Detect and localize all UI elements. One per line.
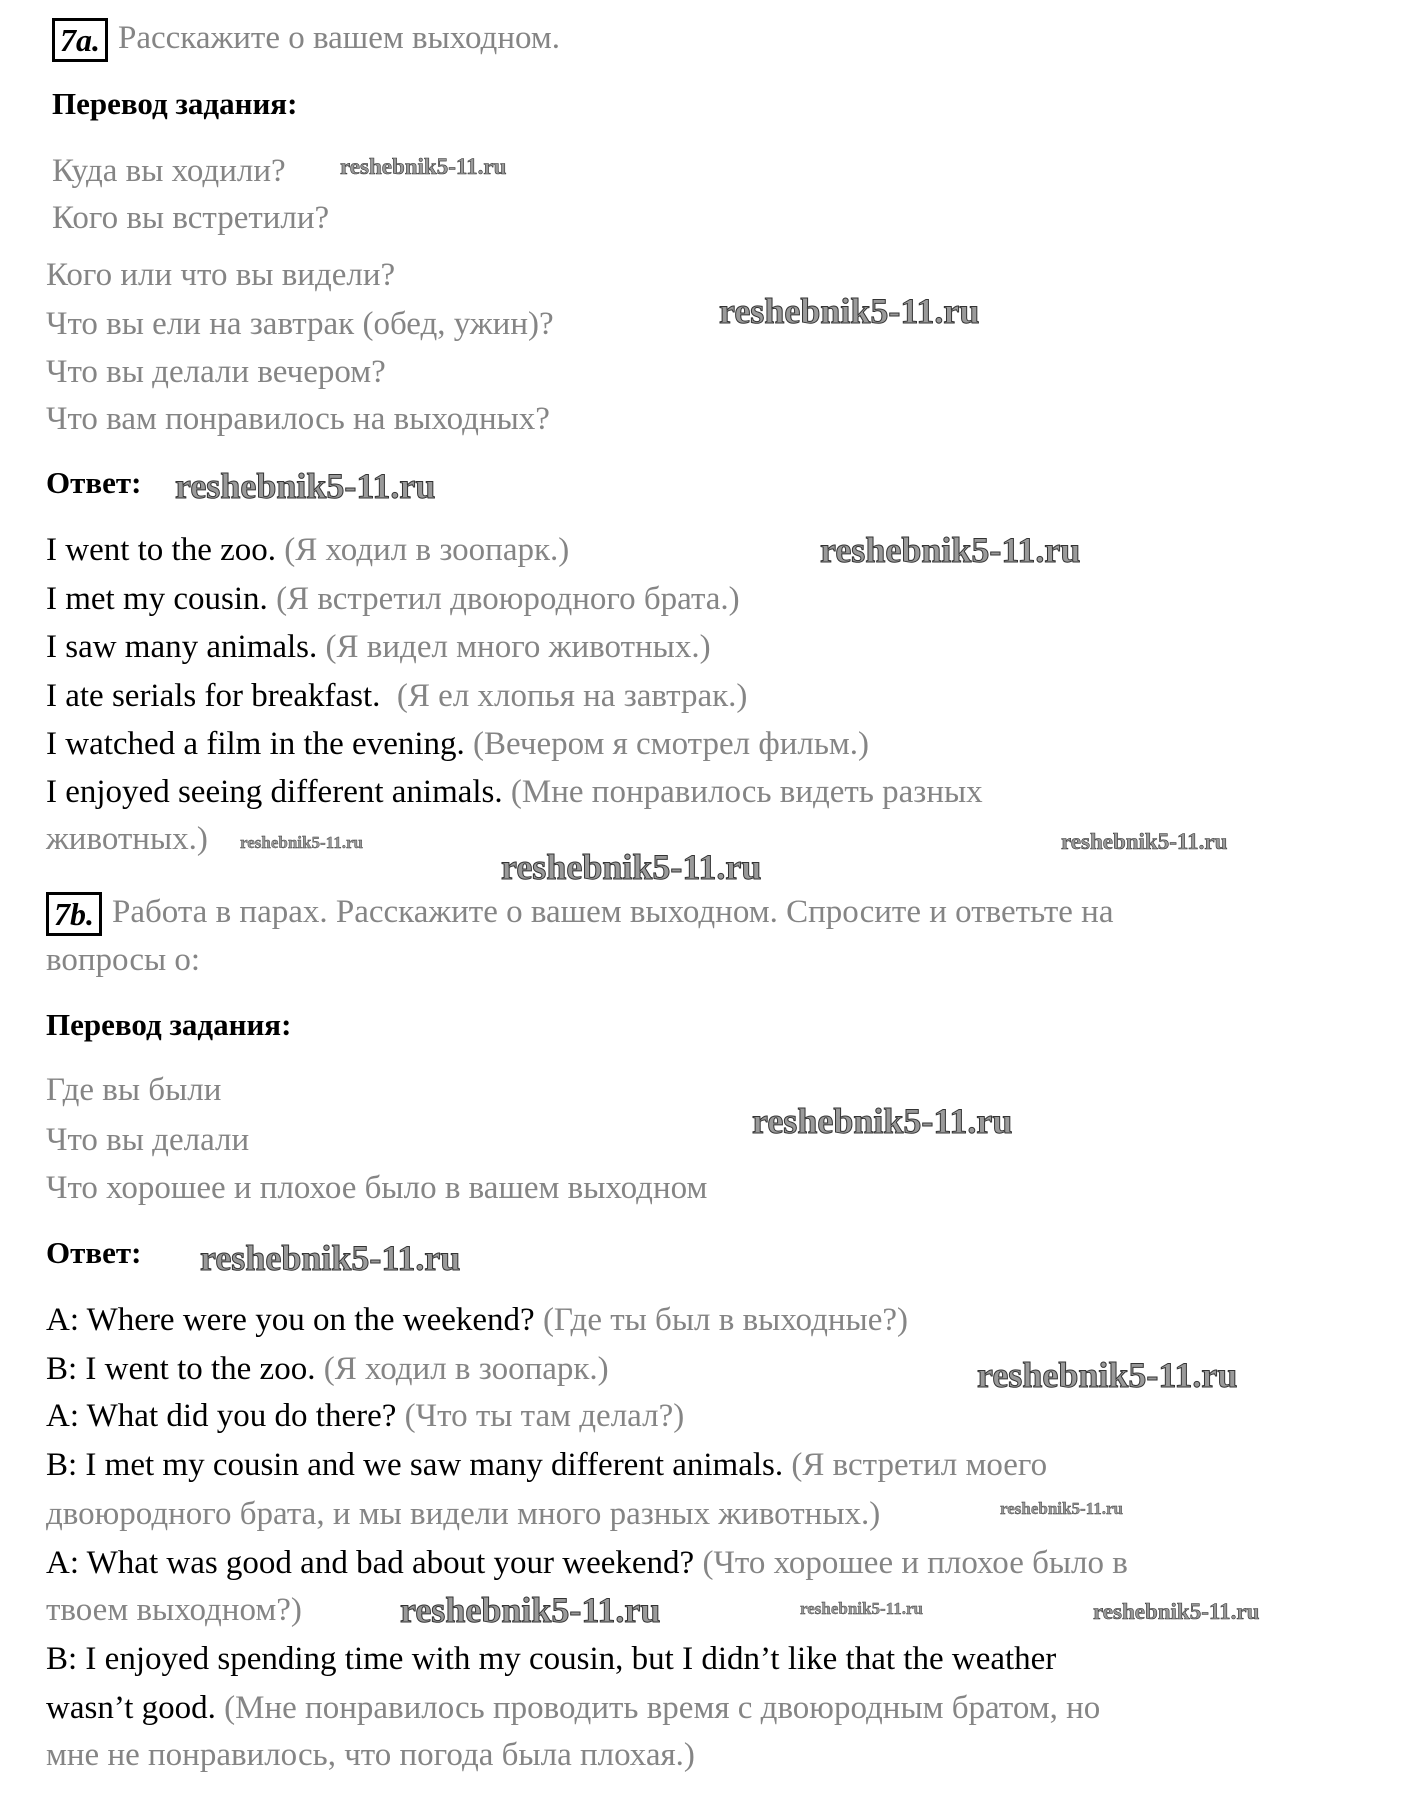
watermark: reshebnik5-11.ru bbox=[400, 1590, 661, 1630]
answer-english: I ate serials for breakfast. bbox=[46, 678, 381, 714]
watermark: reshebnik5-11.ru bbox=[340, 154, 507, 179]
dialogue-russian-cont: двоюродного брата, и мы видели много разных животных.) bbox=[46, 1496, 881, 1532]
dialogue-english: B: I enjoyed spending time with my cousin, but I didn’t like that the weather bbox=[46, 1641, 1057, 1677]
answer-english: I went to the zoo. bbox=[46, 532, 277, 568]
dialogue-russian-cont: мне не понравилось, что погода была плохая.) bbox=[46, 1737, 695, 1773]
watermark: reshebnik5-11.ru bbox=[800, 1599, 923, 1618]
dialogue-russian: (Я ходил в зоопарк.) bbox=[323, 1351, 609, 1387]
question: Что вы ели на завтрак (обед, ужин)? bbox=[46, 306, 554, 342]
watermark: reshebnik5-11.ru bbox=[1093, 1599, 1260, 1624]
watermark: reshebnik5-11.ru bbox=[175, 466, 436, 506]
answer-line bbox=[46, 575, 740, 623]
dialogue-russian: (Я встретил моего bbox=[791, 1447, 1048, 1483]
translation-heading: Перевод задания: bbox=[52, 86, 298, 121]
dialogue-russian: (Где ты был в выходные?) bbox=[542, 1302, 909, 1338]
dialogue-english: A: What was good and bad about your weekend? bbox=[46, 1545, 695, 1581]
item: Что хорошее и плохое было в вашем выходном bbox=[46, 1170, 708, 1206]
question: Что вы делали вечером? bbox=[46, 354, 386, 390]
dialogue-line bbox=[46, 1441, 1047, 1489]
dialogue-line bbox=[46, 1345, 609, 1393]
question: Куда вы ходили? bbox=[52, 153, 286, 189]
answer-heading: Ответ: bbox=[46, 1235, 142, 1270]
dialogue-english: B: I met my cousin and we saw many different animals. bbox=[46, 1447, 784, 1483]
task-instruction: Работа в парах. Расскажите о вашем выходном. Спросите и ответьте на bbox=[112, 894, 1114, 930]
dialogue-english: A: Where were you on the weekend? bbox=[46, 1302, 535, 1338]
watermark: reshebnik5-11.ru bbox=[752, 1101, 1013, 1141]
answer-russian: (Я ел хлопья на завтрак.) bbox=[396, 678, 748, 714]
answer-russian: (Я ходил в зоопарк.) bbox=[284, 532, 570, 568]
task-7a-title bbox=[52, 14, 560, 62]
answer-line bbox=[46, 623, 711, 671]
watermark: reshebnik5-11.ru bbox=[1061, 829, 1228, 854]
translation-heading: Перевод задания: bbox=[46, 1007, 292, 1042]
dialogue-russian: (Что ты там делал?) bbox=[404, 1398, 685, 1434]
item: Что вы делали bbox=[46, 1122, 250, 1158]
watermark: reshebnik5-11.ru bbox=[719, 291, 980, 331]
task-number-badge: 7b. bbox=[46, 892, 102, 936]
answer-russian: (Вечером я смотрел фильм.) bbox=[473, 726, 869, 762]
answer-line bbox=[46, 672, 747, 720]
question: Кого вы встретили? bbox=[52, 200, 330, 236]
question: Кого или что вы видели? bbox=[46, 257, 396, 293]
dialogue-line bbox=[46, 1392, 684, 1440]
dialogue-english-cont: wasn’t good. bbox=[46, 1690, 216, 1726]
task-instruction: Расскажите о вашем выходном. bbox=[118, 20, 560, 56]
dialogue-line bbox=[46, 1539, 1128, 1587]
answer-english: I watched a film in the evening. bbox=[46, 726, 465, 762]
watermark: reshebnik5-11.ru bbox=[200, 1238, 461, 1278]
watermark: reshebnik5-11.ru bbox=[820, 530, 1081, 570]
dialogue-english: A: What did you do there? bbox=[46, 1398, 397, 1434]
watermark: reshebnik5-11.ru bbox=[240, 833, 363, 852]
answer-russian: (Мне понравилось видеть разных bbox=[510, 774, 983, 810]
dialogue-line bbox=[46, 1296, 908, 1344]
answer-english: I enjoyed seeing different animals. bbox=[46, 774, 503, 810]
task-number-badge: 7a. bbox=[52, 18, 108, 62]
answer-english: I met my cousin. bbox=[46, 581, 268, 617]
item: Где вы были bbox=[46, 1072, 222, 1108]
answer-russian-cont: животных.) bbox=[46, 821, 208, 857]
watermark: reshebnik5-11.ru bbox=[1000, 1499, 1123, 1518]
answer-line bbox=[46, 526, 569, 574]
answer-russian: (Я видел много животных.) bbox=[325, 629, 711, 665]
answer-russian: (Я встретил двоюродного брата.) bbox=[276, 581, 740, 617]
answer-english: I saw many animals. bbox=[46, 629, 318, 665]
answer-heading: Ответ: bbox=[46, 465, 142, 500]
task-instruction-cont: вопросы о: bbox=[46, 942, 201, 978]
answer-line bbox=[46, 768, 983, 816]
task-7b-title bbox=[46, 888, 1114, 936]
question: Что вам понравилось на выходных? bbox=[46, 401, 550, 437]
answer-line bbox=[46, 720, 869, 768]
dialogue-english: B: I went to the zoo. bbox=[46, 1351, 316, 1387]
dialogue-russian-cont: твоем выходном?) bbox=[46, 1592, 302, 1628]
dialogue-russian: (Мне понравилось проводить время с двоюродным братом, но bbox=[224, 1690, 1101, 1726]
watermark: reshebnik5-11.ru bbox=[977, 1355, 1238, 1395]
watermark: reshebnik5-11.ru bbox=[501, 847, 762, 887]
dialogue-russian: (Что хорошее и плохое было в bbox=[702, 1545, 1128, 1581]
dialogue-line bbox=[46, 1684, 1100, 1732]
